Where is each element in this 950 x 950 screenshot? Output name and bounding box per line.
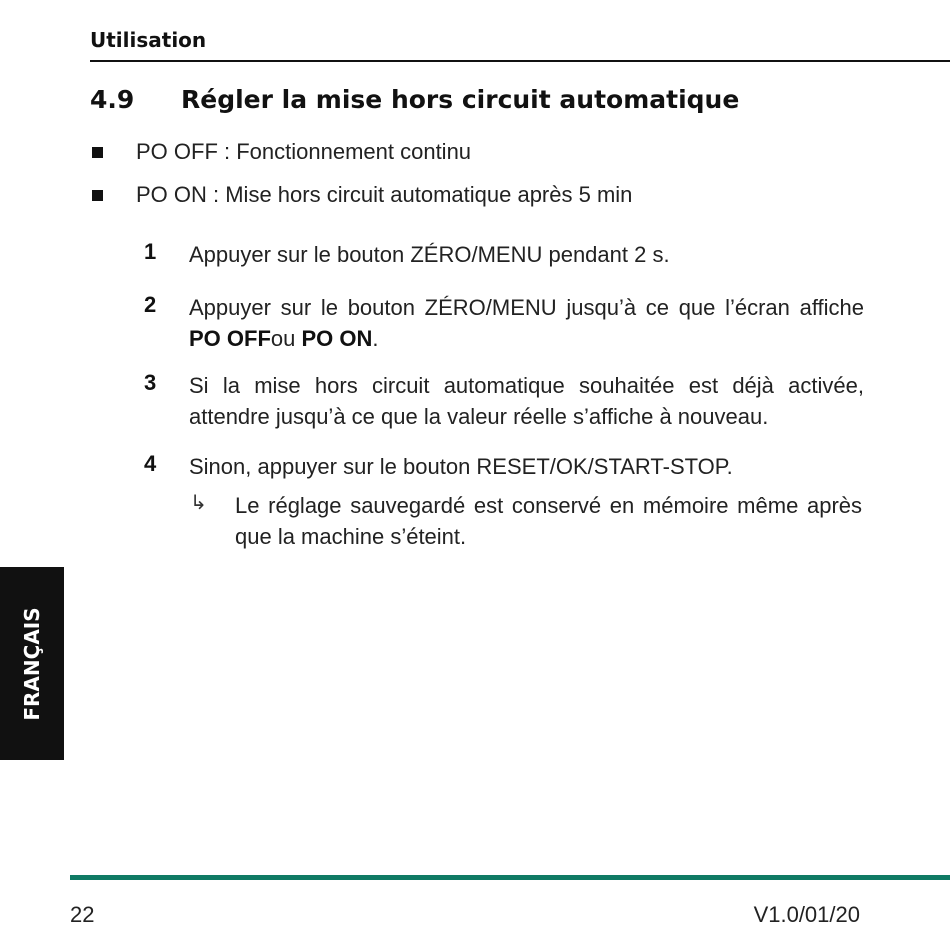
step-number: 3 [144,370,157,395]
step-text: Appuyer sur le bouton ZÉRO/MENU jusqu’à ce que l’écran affiche PO OFFou PO ON. [189,295,864,351]
step-number: 4 [144,451,157,476]
po-on-label: PO ON [301,326,373,351]
step-number: 2 [144,292,157,317]
step-text: Si la mise hors circuit automatique souhaitée est déjà activée, attendre jusqu’à ce que la valeur réelle s’affiche à nouveau. [189,373,864,429]
section-number: 4.9 [90,85,135,114]
header-rule [90,60,950,62]
running-header: Utilisation [90,28,207,52]
language-tab [0,567,64,760]
square-bullet-icon [92,190,103,201]
square-bullet-icon [92,147,103,158]
step-2 [144,292,864,354]
step-result [190,490,862,552]
step-text: Sinon, appuyer sur le bouton RESET/OK/START-STOP. [189,454,733,479]
step-4 [144,451,864,482]
section-title: Régler la mise hors circuit automatique [181,85,740,114]
page-number: 22 [70,902,95,927]
po-off-label: PO OFF [189,326,271,351]
footer-rule [70,875,950,880]
section-heading [90,85,739,114]
step-1 [144,239,864,270]
result-text: Le réglage sauvegardé est conservé en mémoire même après que la machine s’éteint. [235,493,862,549]
step-number: 1 [144,239,157,264]
version-label: V1.0/01/20 [753,902,860,927]
result-arrow-icon: ↳ [190,490,207,514]
language-tab-label: FRANÇAIS [20,606,44,721]
step-text: Appuyer sur le bouton ZÉRO/MENU pendant 2 s. [189,242,670,267]
step-3 [144,370,864,432]
